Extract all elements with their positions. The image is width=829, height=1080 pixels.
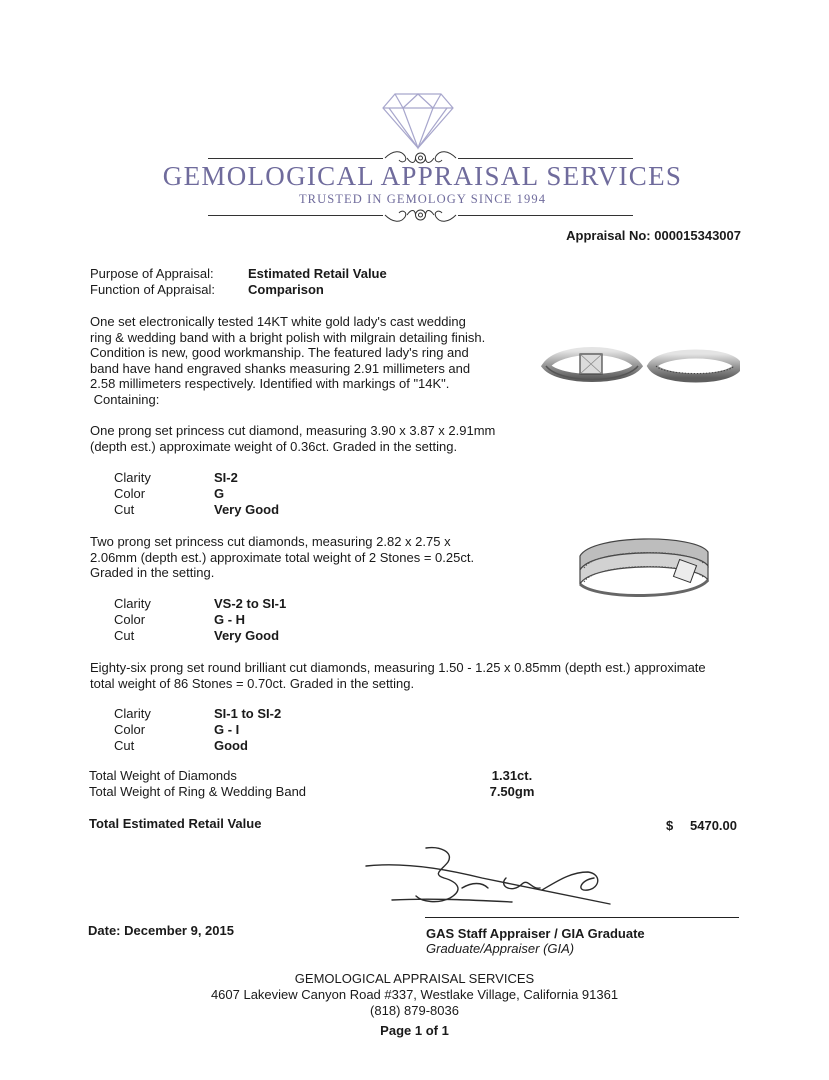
stone-2-description-line: Two prong set princess cut diamonds, measuring 2.82 x 2.75 x — [90, 534, 451, 549]
total-diamond-weight-value: 1.31ct. — [491, 768, 533, 783]
total-diamond-weight-label: Total Weight of Diamonds — [89, 768, 237, 783]
stone-1-description-line: (depth est.) approximate weight of 0.36ct. Graded in the setting. — [90, 438, 458, 454]
clarity-label: Clarity — [114, 706, 151, 721]
stone-2-clarity-row — [114, 596, 286, 611]
color-value: G - I — [214, 722, 240, 737]
stone-3-clarity-row — [114, 706, 281, 721]
stone-2-description — [90, 534, 510, 581]
color-value: G — [214, 486, 225, 501]
cut-value: Good — [214, 738, 248, 753]
function-row — [90, 282, 324, 297]
footer-phone: (818) 879-8036 — [370, 1003, 459, 1018]
item-description — [90, 314, 530, 408]
stone-3-description — [90, 660, 790, 691]
footer-company: GEMOLOGICAL APPRAISAL SERVICES — [294, 971, 535, 986]
color-label: Color — [114, 722, 146, 737]
stone-1-cut-row — [114, 502, 279, 517]
page-number: Page 1 of 1 — [380, 1023, 449, 1038]
stone-2-description-line: 2.06mm (depth est.) approximate total weight of 2 Stones = 0.25ct. — [90, 549, 475, 565]
stone-3-color-row — [114, 722, 239, 737]
stone-1-clarity-row — [114, 470, 238, 485]
cut-label: Cut — [114, 738, 135, 753]
stone-3-cut-row — [114, 738, 248, 753]
total-ring-weight-label: Total Weight of Ring & Wedding Band — [89, 784, 307, 799]
retail-value-amount: 5470.00 — [690, 818, 737, 833]
stone-3-description-line: Eighty-six prong set round brilliant cut diamonds, measuring 1.50 - 1.25 x 0.85mm (depth est.) approximate — [90, 660, 706, 675]
color-label: Color — [114, 486, 146, 501]
description-line: Condition is new, good workmanship. The featured lady's ring and — [90, 345, 469, 361]
stone-2-color-row — [114, 612, 245, 627]
signature-line — [425, 917, 739, 918]
description-line: One set electronically tested 14KT white gold lady's cast wedding — [90, 314, 466, 329]
description-line: ring & wedding band with a bright polish with milgrain detailing finish. — [90, 329, 486, 345]
retail-value-label: Total Estimated Retail Value — [89, 816, 262, 831]
purpose-label: Purpose of Appraisal: — [90, 266, 214, 281]
stacked-rings-photo — [574, 530, 714, 602]
stone-2-description-line: Graded in the setting. — [90, 565, 215, 581]
appraiser-name: GAS Staff Appraiser / GIA Graduate — [426, 926, 645, 941]
cut-label: Cut — [114, 628, 135, 643]
stone-1-color-row — [114, 486, 224, 501]
scroll-ornament-bottom-icon — [383, 205, 458, 225]
cut-value: Very Good — [214, 502, 280, 517]
description-line: Containing: — [90, 391, 160, 407]
function-label: Function of Appraisal: — [90, 282, 216, 297]
appraisal-number: Appraisal No: 000015343007 — [566, 228, 741, 243]
total-ring-weight-value: 7.50gm — [489, 784, 535, 799]
stone-3-description-line: total weight of 86 Stones = 0.70ct. Graded in the setting. — [90, 675, 415, 691]
cut-value: Very Good — [214, 628, 280, 643]
retail-currency: $ — [666, 818, 674, 833]
purpose-row — [90, 266, 387, 281]
ring-set-photo — [540, 340, 740, 396]
clarity-value: VS-2 to SI-1 — [214, 596, 287, 611]
stone-2-cut-row — [114, 628, 279, 643]
stone-1-description-line: One prong set princess cut diamond, measuring 3.90 x 3.87 x 2.91mm — [90, 423, 496, 438]
stone-1-description — [90, 423, 540, 454]
appraiser-title: Graduate/Appraiser (GIA) — [426, 941, 575, 956]
appraiser-signature — [362, 838, 632, 918]
clarity-value: SI-2 — [214, 470, 238, 485]
clarity-value: SI-1 to SI-2 — [214, 706, 282, 721]
clarity-label: Clarity — [114, 596, 151, 611]
clarity-label: Clarity — [114, 470, 151, 485]
color-value: G - H — [214, 612, 246, 627]
footer-address: 4607 Lakeview Canyon Road #337, Westlake Village, California 91361 — [210, 987, 619, 1002]
company-name: GEMOLOGICAL APPRAISAL SERVICES — [162, 161, 683, 191]
company-tagline: TRUSTED IN GEMOLOGY SINCE 1994 — [298, 192, 547, 206]
appraisal-date: Date: December 9, 2015 — [88, 923, 234, 938]
cut-label: Cut — [114, 502, 135, 517]
description-line: band have hand engraved shanks measuring 2.91 millimeters and — [90, 360, 471, 376]
function-value: Comparison — [248, 282, 324, 297]
diamond-outline-icon — [381, 92, 455, 150]
color-label: Color — [114, 612, 146, 627]
purpose-value: Estimated Retail Value — [248, 266, 387, 281]
description-line: 2.58 millimeters respectively. Identified with markings of "14K". — [90, 376, 450, 392]
